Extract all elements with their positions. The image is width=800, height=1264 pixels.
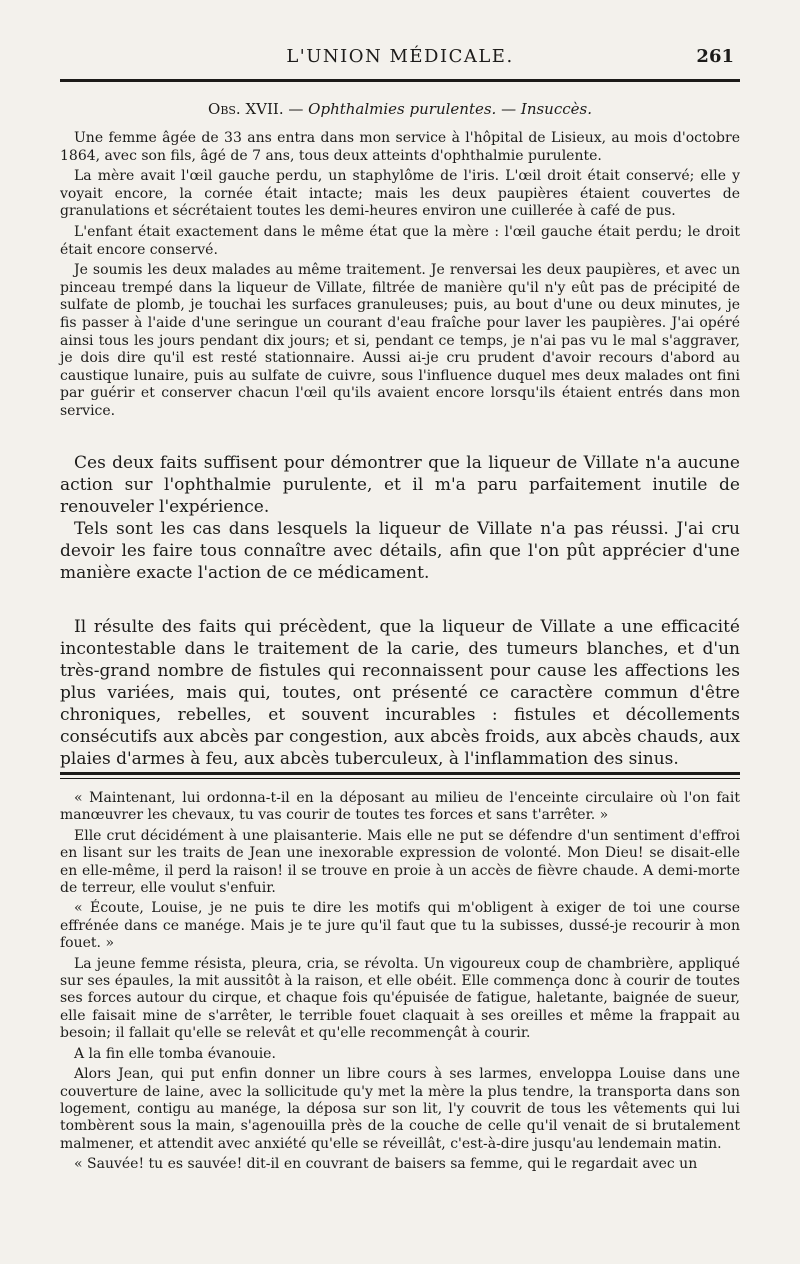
paragraph: « Sauvée! tu es sauvée! dit-il en couvrant de baisers sa femme, qui le regardait avec un [74, 1156, 698, 1173]
paragraph: L'enfant était exactement dans le même état que la mère : l'œil gauche était perdu; le droit était encore conservé. [60, 223, 740, 258]
paragraph: « Écoute, Louise, je ne puis te dire les motifs qui m'obligent à exiger de toi une course effrénée dans ce manége. Mais je te jure qu'il faut que tu la subisses, dussé-je recourir à mon fouet. » [60, 900, 740, 952]
feuilleton-section [60, 790, 740, 1177]
paragraph: A la fin elle tomba évanouie. [74, 1045, 276, 1062]
observation-result: Insuccès. [520, 100, 592, 118]
observation-heading [60, 100, 740, 118]
running-title: L'UNION MÉDICALE. [286, 46, 514, 67]
paragraph: Alors Jean, qui put enfin donner un libre cours à ses larmes, enveloppa Louise dans une couverture de laine, avec la sollicitude qu'y met la mère la plus tendre, la transporta dans son logement, contigu au manége, la déposa sur son lit, l'y couvrit de tous les vêtements qui lui tombèrent sous la main, s'agenouilla près de la couche de celle qu'il venait de si brutalement malmener, et attendit avec anxiété qu'elle se réveillât, c'est-à-dire jusqu'au lendemain matin. [60, 1066, 740, 1152]
paragraph: « Maintenant, lui ordonna-t-il en la déposant au milieu de l'enceinte circulaire où l'on fait manœuvrer les chevaux, tu vas courir de toutes tes forces et sans t'arrêter. » [60, 790, 740, 824]
discussion-paragraph [60, 518, 740, 584]
paragraph: Tels sont les cas dans lesquels la liqueur de Villate n'a pas réussi. J'ai cru devoir les faire tous connaître avec détails, afin que l'on pût apprécier d'une manière exacte l'action de ce médicament. [60, 519, 740, 583]
paragraph: La mère avait l'œil gauche perdu, un staphylôme de l'iris. L'œil droit était conservé; elle y voyait encore, la cornée était intacte; mais les deux paupières étaient couvertes de granulations et sécrétaient toutes les demi-heures environ une cuillerée à café de pus. [60, 168, 740, 220]
paragraph: Il résulte des faits qui précèdent, que la liqueur de Villate a une efficacité incontestable dans le traitement de la carie, des tumeurs blanches, et d'un très-grand nombre de fistules qui reconnaissent pour cause les affections les plus variées, mais qui, toutes, ont présenté ce caractère commun d'être chroniques, rebelles, et souvent incurables : fistules et décollements consécutifs aux abcès par congestion, aux abcès froids, aux abcès chauds, aux plaies d'armes à feu, aux abcès tuberculeux, à l'inflammation des sinus. [60, 617, 740, 769]
observation-title: Ophthalmies purulentes. [308, 100, 497, 118]
paragraph: Ces deux faits suffisent pour démontrer que la liqueur de Villate n'a aucune action sur l'ophthalmie purulente, et il m'a paru parfaitement inutile de renouveler l'expérience. [60, 453, 740, 517]
observation-number: Obs. XVII. [208, 100, 284, 118]
page-number: 261 [696, 46, 734, 67]
feuilleton-rule [60, 772, 740, 775]
header-rule [60, 79, 740, 82]
paragraph: Je soumis les deux malades au même traitement. Je renversai les deux paupières, et avec un pinceau trempé dans la liqueur de Villate, filtrée de manière qu'il n'y eût pas de précipité de sulfate de plomb, je touchai les surfaces granuleuses; puis, au bout d'une ou deux minutes, je fis passer à l'aide d'une seringue un courant d'eau fraîche pour laver les paupières. J'ai opéré ainsi tous les jours pendant dix jours; et si, pendant ce temps, je n'ai pas vu le mal s'aggraver, je dois dire qu'il est resté stationnaire. Aussi ai-je cru prudent d'avoir recours d'abord au caustique lunaire, puis au sulfate de cuivre, sous l'influence duquel mes deux malades ont fini par guérir et conserver chacun l'œil qu'ils avaient encore lorsqu'ils étaient entrés dans mon service. [60, 262, 740, 419]
conclusion-paragraph [60, 616, 740, 770]
paragraph: La jeune femme résista, pleura, cria, se révolta. Un vigoureux coup de chambrière, appliqué sur ses épaules, la mit aussitôt à la raison, et elle obéit. Elle commença donc à courir de toutes ses forces autour du cirque, et chaque fois qu'épuisée de fatigue, haletante, baignée de sueur, elle faisait mine de s'arrêter, le terrible fouet claquait à ses oreilles et même la frappait au besoin; il fallait qu'elle se relevât et qu'elle recommençât à courir. [60, 955, 740, 1042]
heading-dash: — [501, 100, 517, 118]
heading-dash: — [288, 100, 304, 118]
discussion-paragraph [60, 452, 740, 518]
feuilleton-rule-thin [60, 778, 740, 779]
page-header [60, 46, 740, 76]
paragraph: Une femme âgée de 33 ans entra dans mon service à l'hôpital de Lisieux, au mois d'octobre 1864, avec son fils, âgé de 7 ans, tous deux atteints d'ophthalmie purulente. [60, 130, 740, 164]
paragraph: Elle crut décidément à une plaisanterie. Mais elle ne put se défendre d'un sentiment d'effroi en lisant sur les traits de Jean une inexorable expression de volonté. Mon Dieu! se disait-elle en elle-même, il perd la raison! il se trouve en proie à un accès de fièvre chaude. A demi-morte de terreur, elle voulut s'enfuir. [60, 827, 740, 897]
observation-section [60, 100, 740, 424]
